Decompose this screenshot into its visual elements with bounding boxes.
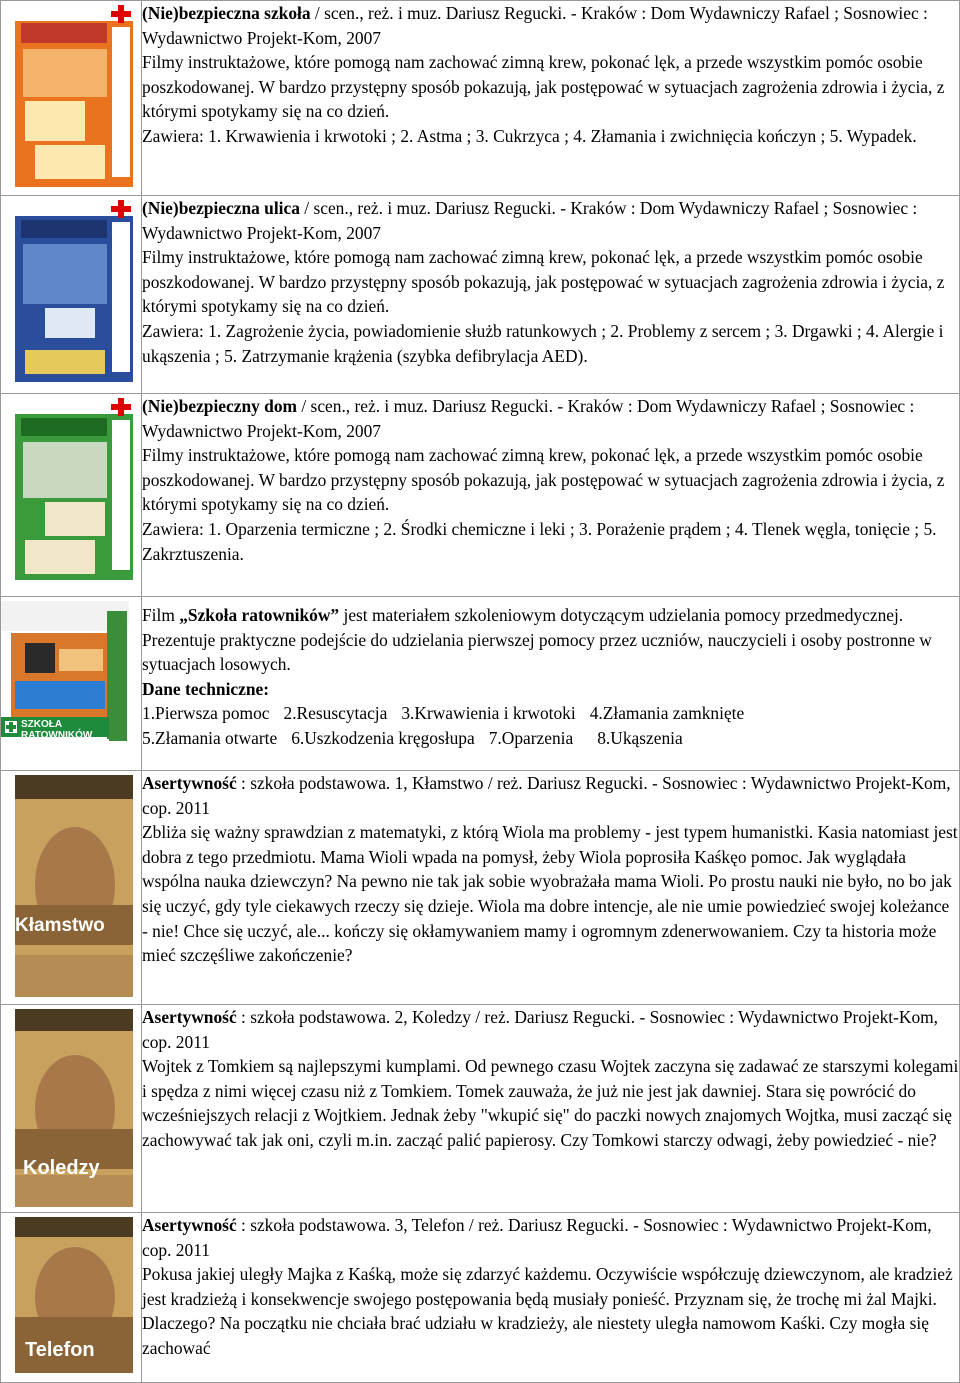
tech-item: 2.Resuscytacja <box>283 703 388 724</box>
tech-item: 1.Pierwsza pomoc <box>142 703 270 724</box>
entry-contents: Zawiera: 1. Krwawienia i krwotoki ; 2. Astma ; 3. Cukrzyca ; 4. Złamania i zwichnięcia kończyn ; 5. Wypadek. <box>142 125 917 146</box>
entry-description: Zbliża się ważny sprawdzian z matematyki, z którą Wiola ma problemy - jest typem humanistki. Kasia natomiast jest dobra z tego przedmiotu. Mama Wioli wpada na pomysł, żeby Wiola poprosiła Kaśkęo pomoc. Jak wyglądała wspólna nauka dziewczyn? Na pewno nie tak jak sobie wyobrażała mama Wioli. Po prostu nauki nie było, no bo jak się uczyć, gdy tyle ciekawych rzeczy się dzieje. Wiola ma dobre intencje, ale nie umie powiedzieć swojej koleżance - nie! Chce się uczyć, ale... kończy się okłamywaniem mamy i ogromnym zdenerwowaniem. Czy ta historia może mieć szczęśliwe zakończenie? <box>142 822 958 966</box>
catalog-entry <box>142 1213 959 1262</box>
book-cover-image <box>15 5 133 187</box>
entry-imprint: / scen., reż. i muz. Dariusz Regucki. - Kraków : Dom Wydawniczy Rafael ; Sosnowiec : Wydawnictwo Projekt-Kom, 2007 <box>142 3 928 48</box>
catalog-entry <box>142 771 959 820</box>
entry-imprint: / scen., reż. i muz. Dariusz Regucki. - Kraków : Dom Wydawniczy Rafael ; Sosnowiec : Wydawnictwo Projekt-Kom, 2007 <box>142 396 915 441</box>
entry-imprint: : szkoła podstawowa. 1, Kłamstwo / reż. Dariusz Regucki. - Sosnowiec : Wydawnictwo Projekt-Kom, cop. 2011 <box>142 773 951 818</box>
catalog-row <box>1 1213 960 1383</box>
tech-list <box>142 701 959 750</box>
catalog-row <box>1 196 960 394</box>
catalog-row <box>1 1005 960 1213</box>
tech-item: 4.Złamania zamknięte <box>589 703 745 724</box>
series-title: Asertywność <box>142 773 237 793</box>
entry-contents: Zawiera: 1. Zagrożenie życia, powiadomienie służb ratunkowych ; 2. Problemy z sercem ; 3. Drgawki ; 4. Alergie i ukąszenia ; 5. Zatrzymanie krążenia (szybka defibrylacja AED). <box>142 320 944 366</box>
cover-word: Koledzy <box>23 1157 100 1179</box>
asertywnosc-cover-image <box>15 1217 133 1373</box>
asertywnosc-cover-image <box>15 775 133 997</box>
tech-item: 7.Oparzenia <box>488 727 574 748</box>
entry-imprint: : szkoła podstawowa. 3, Telefon / reż. Dariusz Regucki. - Sosnowiec : Wydawnictwo Projekt-Kom, cop. 2011 <box>142 1215 932 1260</box>
ratownikow-cover-image <box>1 601 129 757</box>
catalog-entry <box>142 196 959 245</box>
book-cover-image <box>15 200 133 382</box>
catalog-row <box>1 1 960 196</box>
entry-description: Wojtek z Tomkiem są najlepszymi kumplami. Od pewnego czasu Wojtek zaczyna się zadawać ze starszymi kolegami i spędza z nimi więcej czasu niż z Tomkiem. Tomek zauważa, że już nie jest jak dawniej. Stara się powrócić do wcześniejszych relacji z Wojtkiem. Jednak żeby "wkupić się" do paczki nowych znajomych Wojtka, musi zacząć się zachowywać tak jak oni, czyli m.in. zacząć palić papierosy. Czy Tomkowi starczy odwagi, żeby powiedzieć - nie? <box>142 1056 959 1150</box>
tech-heading: Dane techniczne: <box>142 678 270 699</box>
entry-contents: Zawiera: 1. Oparzenia termiczne ; 2. Środki chemiczne i leki ; 3. Porażenie prądem ; 4. Tlenek węgla, tonięcie ; 5. Zakrztuszenia. <box>142 518 937 564</box>
catalog-entry <box>142 1005 959 1054</box>
entry-description: Filmy instruktażowe, które pomogą nam zachować zimną krew, pokonać lęk, a przede wszystkim pomóc osobie poszkodowanej. W bardzo przystępny sposób pokazują, jak postępować w sytuacjach zagrożenia zdrowia i życia, z którymi spotykamy się na co dzień. <box>142 247 945 317</box>
entry-description: Pokusa jakiej uległy Majka z Kaśką, może się zdarzyć każdemu. Oczywiście współczuję dziewczynom, ale kradzież jest kradzieżą i konsekwencje swojego postępowania będą musiały ponieść. Przyznam się, że trochę mi żal Majki. Dlaczego? Na początku nie chciała brać udziału w kradzieży, ale niestety uległa namowom Kaśki. Czy mogła się zachować <box>142 1264 953 1358</box>
book-cover-image <box>15 398 133 580</box>
tech-item: 6.Uszkodzenia kręgosłupa <box>291 727 475 748</box>
series-title: Asertywność <box>142 1215 237 1235</box>
tech-item: 8.Ukąszenia <box>597 727 683 748</box>
entry-description: Filmy instruktażowe, które pomogą nam zachować zimną krew, pokonać lęk, a przede wszystkim pomóc osobie poszkodowanej. W bardzo przystępny sposób pokazują, jak postępować w sytuacjach zagrożenia zdrowia i życia, z którymi spotykamy się na co dzień. <box>142 52 945 122</box>
catalog-row <box>1 597 960 771</box>
asertywnosc-cover-image <box>15 1009 133 1207</box>
cover-word: Telefon <box>25 1339 95 1361</box>
cover-word: Kłamstwo <box>15 915 105 936</box>
entry-description: Filmy instruktażowe, które pomogą nam zachować zimną krew, pokonać lęk, a przede wszystkim pomóc osobie poszkodowanej. W bardzo przystępny sposób pokazują, jak postępować w sytuacjach zagrożenia zdrowia i życia, z którymi spotykamy się na co dzień. <box>142 445 945 515</box>
entry-title: (Nie)bezpieczna ulica <box>142 198 300 218</box>
entry-title: (Nie)bezpieczna szkoła <box>142 3 311 23</box>
entry-imprint: / scen., reż. i muz. Dariusz Regucki. - Kraków : Dom Wydawniczy Rafael ; Sosnowiec : Wydawnictwo Projekt-Kom, 2007 <box>142 198 918 243</box>
entry-imprint: : szkoła podstawowa. 2, Koledzy / reż. Dariusz Regucki. - Sosnowiec : Wydawnictwo Projekt-Kom, cop. 2011 <box>142 1007 939 1052</box>
catalog-row <box>1 771 960 1005</box>
ratownikow-cover-label: SZKOŁA RATOWNIKÓW <box>21 719 93 741</box>
catalog-row <box>1 394 960 597</box>
ratownikow-title: „Szkoła ratowników” <box>179 605 340 625</box>
tech-item: 5.Złamania otwarte <box>142 727 278 748</box>
catalog-entry <box>142 394 959 443</box>
entry-title: (Nie)bezpieczny dom <box>142 396 298 416</box>
series-title: Asertywność <box>142 1007 237 1027</box>
tech-item: 3.Krwawienia i krwotoki <box>401 703 576 724</box>
ratownikow-intro: Film „Szkoła ratowników” jest materiałem szkoleniowym dotyczącym udzielania pomocy przedmedycznej. Prezentuje praktyczne podejście do udzielania pierwszej pomocy przez uczniów, nauczycieli i osoby postronne w sytuacjach losowych. <box>142 605 932 675</box>
catalog-entry <box>142 1 959 50</box>
